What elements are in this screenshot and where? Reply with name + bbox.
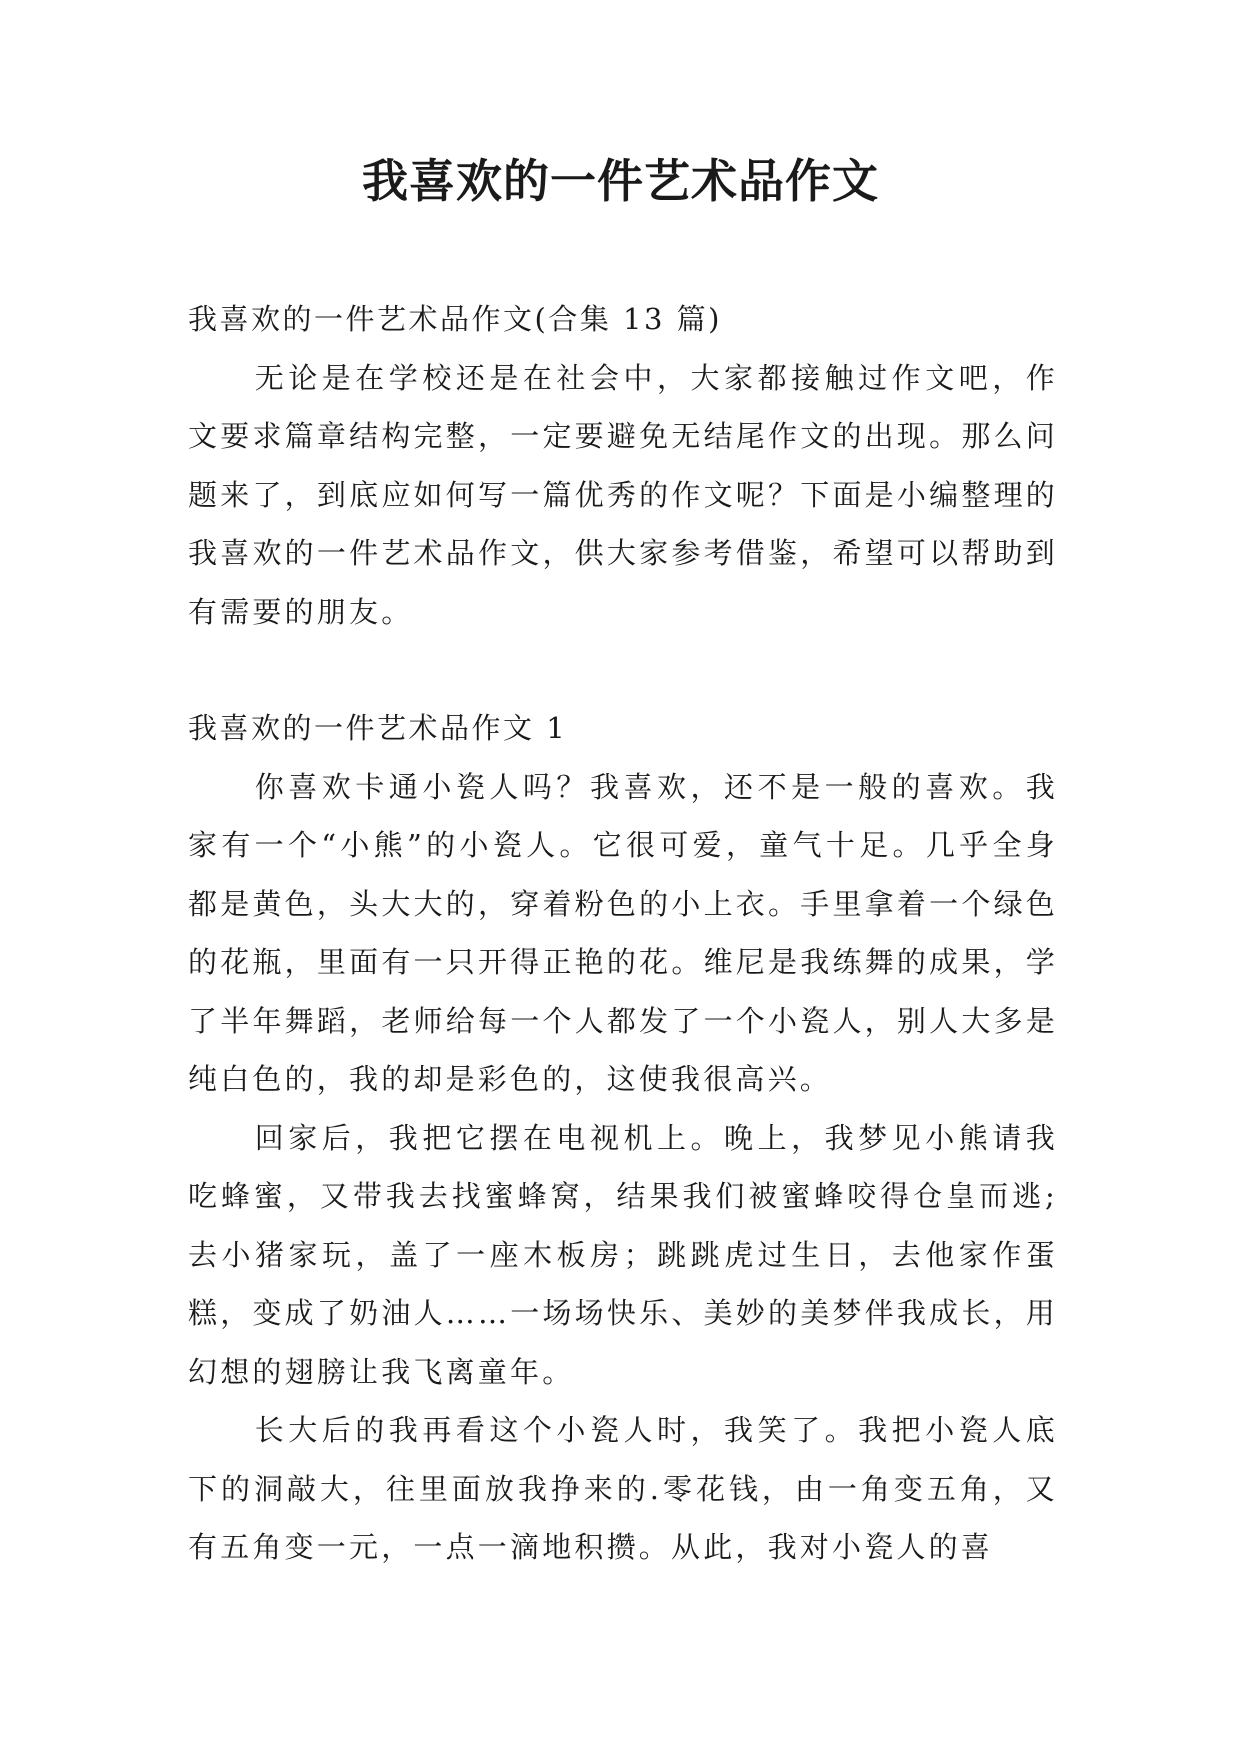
essay-paragraph: 回家后，我把它摆在电视机上。晚上，我梦见小熊请我吃蜂蜜，又带我去找蜜蜂窝，结果我们被蜜蜂咬得仓皇而逃;去小猪家玩，盖了一座木板房；跳跳虎过生日，去他家作蛋糕，变成了奶油人……一场场快乐、美妙的美梦伴我成长，用幻想的翅膀让我飞离童年。 bbox=[188, 1120, 1058, 1389]
essay-paragraph: 长大后的我再看这个小瓷人时，我笑了。我把小瓷人底下的洞敲大，往里面放我挣来的.零花钱，由一角变五角，又有五角变一元，一点一滴地积攒。从此，我对小瓷人的喜 bbox=[188, 1413, 1058, 1564]
section-spacer bbox=[188, 641, 1058, 699]
essay-heading: 我喜欢的一件艺术品作文 1 bbox=[188, 711, 568, 745]
collection-heading: 我喜欢的一件艺术品作文(合集 13 篇) bbox=[188, 302, 722, 336]
essay-paragraph: 你喜欢卡通小瓷人吗？我喜欢，还不是一般的喜欢。我家有一个“小熊”的小瓷人。它很可爱，童气十足。几乎全身都是黄色，头大大的，穿着粉色的小上衣。手里拿着一个绿色的花瓶，里面有一只开得正艳的花。维尼是我练舞的成果，学了半年舞蹈，老师给每一个人都发了一个小瓷人，别人大多是纯白色的，我的却是彩色的，这使我很高兴。 bbox=[188, 769, 1058, 1096]
document-body bbox=[188, 290, 1058, 1577]
page-title: 我喜欢的一件艺术品作文 bbox=[362, 154, 879, 208]
intro-paragraph: 无论是在学校还是在社会中，大家都接触过作文吧，作文要求篇章结构完整，一定要避免无结尾作文的出现。那么问题来了，到底应如何写一篇优秀的作文呢？下面是小编整理的我喜欢的一件艺术品作文，供大家参考借鉴，希望可以帮助到有需要的朋友。 bbox=[188, 360, 1058, 629]
